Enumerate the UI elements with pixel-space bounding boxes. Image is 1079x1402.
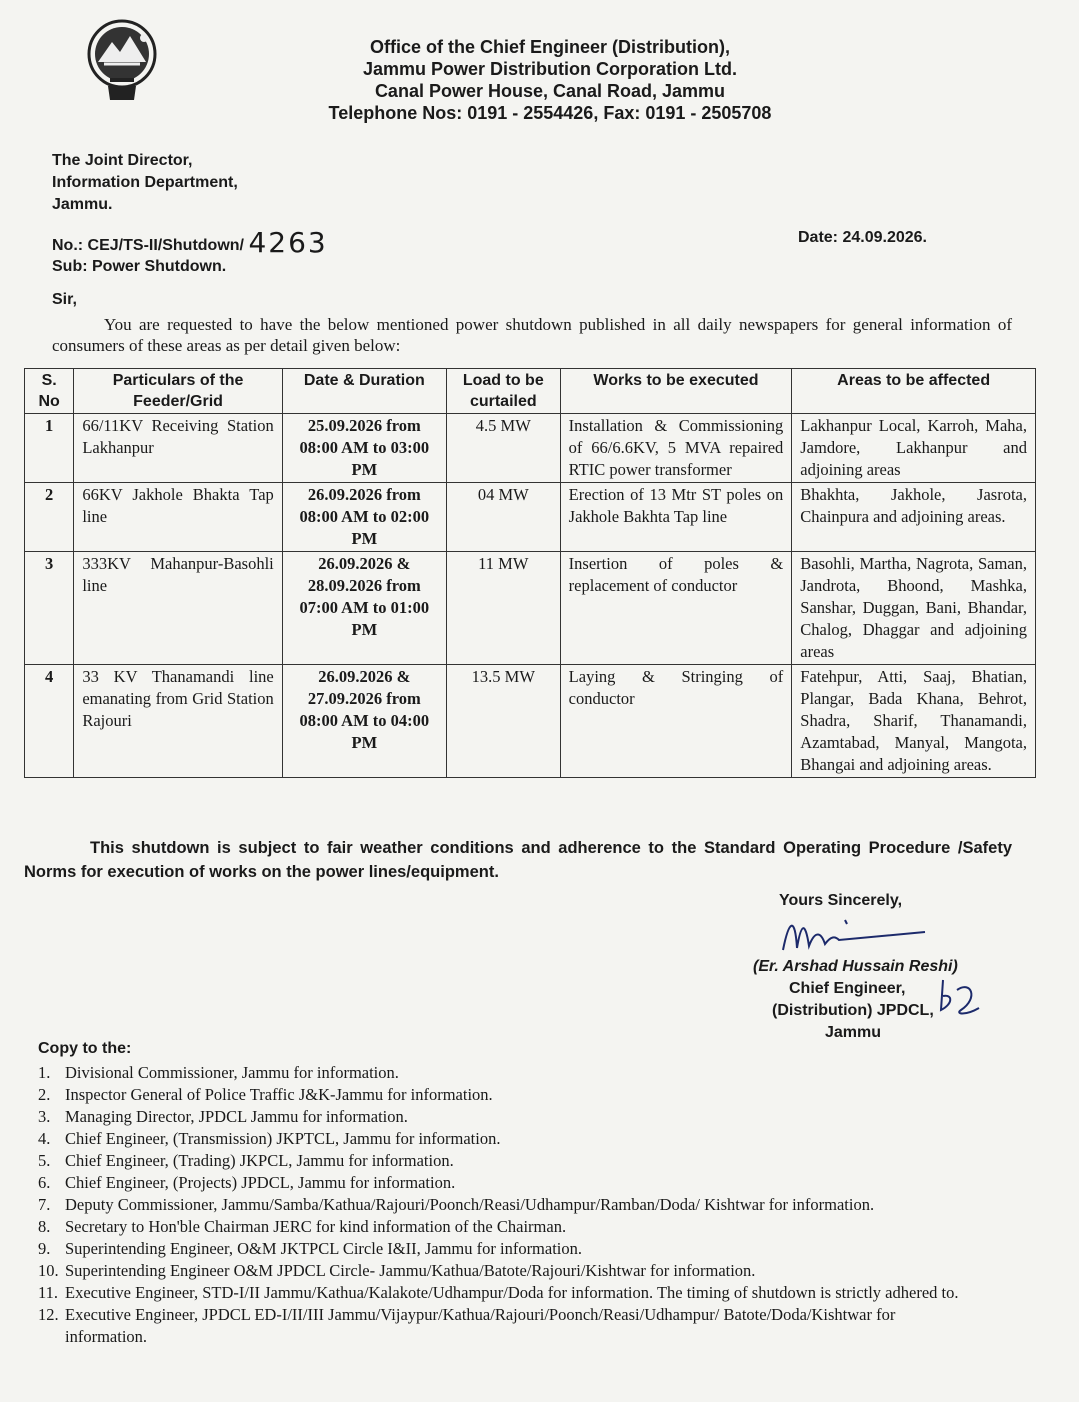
list-item [38,1150,968,1172]
list-item [38,1106,968,1128]
copy-to-list [38,1062,968,1348]
list-item-text: Managing Director, JPDCL Jammu for information. [65,1107,408,1126]
cell-feeder: 66KV Jakhole Bhakta Tap line [74,483,282,552]
conditions-note: This shutdown is subject to fair weather conditions and adherence to the Standard Operating Procedure /Safety Norms for execution of works on the power lines/equipment. [24,839,1012,881]
cell-date: 26.09.2026 & 28.09.2026 from 07:00 AM to 01:00 PM [282,552,446,665]
list-item-number: 11. [38,1283,59,1302]
cell-load: 11 MW [446,552,560,665]
letter-date: Date: 24.09.2026. [798,229,927,246]
cell-load: 13.5 MW [446,665,560,778]
intro-paragraph: You are requested to have the below mentioned power shutdown published in all daily newspapers for general information of consumers of these areas as per detail given below: [52,315,1012,355]
addressee-line: Information Department, [52,174,238,191]
list-item [38,1304,968,1348]
list-item-text: Secretary to Hon'ble Chairman JERC for kind information of the Chairman. [65,1217,567,1236]
letterhead-office: Office of the Chief Engineer (Distribution), [370,37,730,57]
list-item-text: Inspector General of Police Traffic J&K-Jammu for information. [65,1085,493,1104]
salutation: Sir, [52,291,77,308]
cell-load: 4.5 MW [446,414,560,483]
letter-subject: Sub: Power Shutdown. [52,258,227,275]
copy-to-title: Copy to the: [38,1040,132,1057]
addressee-block [52,150,238,216]
cell-areas: Lakhanpur Local, Karroh, Maha, Jamdore, Lakhanpur and adjoining areas [792,414,1036,483]
col-header-load: Load to be curtailed [446,369,560,414]
cell-date: 26.09.2026 & 27.09.2026 from 08:00 AM to 04:00 PM [282,665,446,778]
col-header-areas: Areas to be affected [792,369,1036,414]
letterhead-address: Canal Power House, Canal Road, Jammu [374,81,726,101]
col-header-feeder: Particulars of the Feeder/Grid [74,369,282,414]
col-header-works: Works to be executed [560,369,792,414]
list-item-number: 5. [38,1151,51,1170]
list-item-text: Divisional Commissioner, Jammu for information. [65,1063,399,1082]
list-item [38,1194,968,1216]
list-item-text: Superintending Engineer, O&M JKTPCL Circle I&II, Jammu for information. [65,1239,583,1258]
cell-feeder: 66/11KV Receiving Station Lakhanpur [74,414,282,483]
list-item [38,1238,968,1260]
cell-areas: Bhakhta, Jakhole, Jasrota, Chainpura and adjoining areas. [792,483,1036,552]
list-item-text: Deputy Commissioner, Jammu/Samba/Kathua/Rajouri/Poonch/Reasi/Udhampur/Ramban/Doda/ Kishtwar for information. [65,1195,875,1214]
list-item-number: 9. [38,1239,51,1258]
addressee-line: Jammu. [52,196,113,213]
list-item [38,1128,968,1150]
list-item-number: 6. [38,1173,51,1192]
cell-date: 25.09.2026 from 08:00 AM to 03:00 PM [282,414,446,483]
shutdown-schedule-table [24,368,1036,778]
list-item [38,1172,968,1194]
signatory-name: (Er. Arshad Hussain Reshi) [753,958,958,975]
cell-sno: 1 [25,414,74,483]
letterhead-telephone: Telephone Nos: 0191 - 2554426, Fax: 0191 - 2505708 [328,103,772,123]
list-item [38,1216,968,1238]
cell-works: Laying & Stringing of conductor [560,665,792,778]
cell-works: Erection of 13 Mtr ST poles on Jakhole Bakhta Tap line [560,483,792,552]
list-item-text: Chief Engineer, (Transmission) JKPTCL, Jammu for information. [65,1129,501,1148]
list-item-text: Superintending Engineer O&M JPDCL Circle- Jammu/Kathua/Batote/Rajouri/Kishtwar for information. [65,1261,756,1280]
list-item-number: 12. [38,1305,59,1324]
list-item-number: 8. [38,1217,51,1236]
cell-load: 04 MW [446,483,560,552]
cell-sno: 4 [25,665,74,778]
cell-feeder: 333KV Mahanpur-Basohli line [74,552,282,665]
cell-works: Insertion of poles & replacement of conductor [560,552,792,665]
table-header-row [25,369,1036,414]
handwritten-signature-icon [775,910,975,960]
list-item [38,1062,968,1084]
reference-handwritten-number: 4263 [248,226,328,259]
reference-label: No.: CEJ/TS-II/Shutdown/ [52,237,244,254]
list-item [38,1260,968,1282]
cell-sno: 2 [25,483,74,552]
list-item-number: 3. [38,1107,51,1126]
signatory-department: (Distribution) JPDCL, [772,1002,934,1019]
signatory-designation: Chief Engineer, [789,980,906,997]
letterhead-company: Jammu Power Distribution Corporation Ltd. [362,59,737,79]
table-row [25,483,1036,552]
letterhead [290,36,810,124]
signatory-place: Jammu [825,1024,882,1041]
cell-sno: 3 [25,552,74,665]
list-item-number: 7. [38,1195,51,1214]
cell-areas: Basohli, Martha, Nagrota, Saman, Jandrota, Bhoond, Mashka, Sanshar, Duggan, Bani, Bhandar, Chalog, Dhaggar and adjoining areas [792,552,1036,665]
table-row [25,552,1036,665]
table-row [25,665,1036,778]
cell-date: 26.09.2026 from 08:00 AM to 02:00 PM [282,483,446,552]
list-item-number: 4. [38,1129,51,1148]
list-item [38,1282,968,1304]
cell-areas: Fatehpur, Atti, Saaj, Bhatian, Plangar, Bada Khana, Behrot, Shadra, Sharif, Thanamandi, Azamtabad, Manyal, Mangota, Bhangai and adjoining areas. [792,665,1036,778]
col-header-sno: S. No [25,369,74,414]
addressee-line: The Joint Director, [52,152,193,169]
list-item-text: Executive Engineer, JPDCL ED-I/II/III Jammu/Vijaypur/Kathua/Rajouri/Poonch/Reasi/Udhampur/ Batote/Doda/Kishtwar for information. [65,1305,896,1346]
cell-works: Installation & Commissioning of 66/6.6KV, 5 MVA repaired RTIC power transformer [560,414,792,483]
table-row [25,414,1036,483]
list-item-number: 1. [38,1063,51,1082]
reference-number [52,224,328,257]
cell-feeder: 33 KV Thanamandi line emanating from Grid Station Rajouri [74,665,282,778]
jpdcl-emblem-icon [74,18,170,110]
list-item-number: 2. [38,1085,51,1104]
list-item-text: Chief Engineer, (Trading) JKPCL, Jammu for information. [65,1151,454,1170]
signature-block [745,890,1045,1040]
list-item-text: Chief Engineer, (Projects) JPDCL, Jammu for information. [65,1173,456,1192]
list-item-number: 10. [38,1261,59,1280]
initials-scribble-icon [935,974,985,1018]
col-header-date: Date & Duration [282,369,446,414]
list-item-text: Executive Engineer, STD-I/II Jammu/Kathua/Kalakote/Udhampur/Doda for information. The timing of shutdown is strictly adhered to. [65,1283,959,1302]
list-item [38,1084,968,1106]
closing: Yours Sincerely, [779,892,903,909]
